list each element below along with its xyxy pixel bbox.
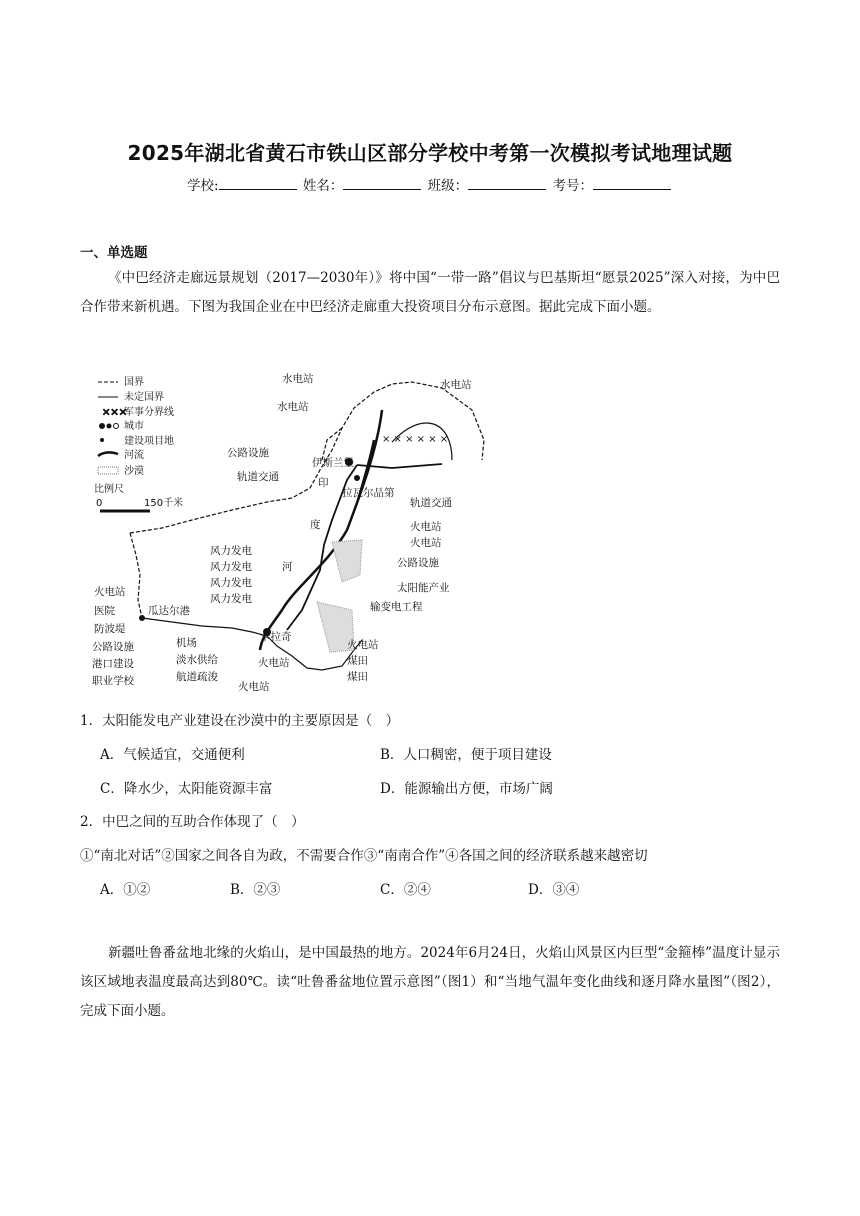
legend-item: 沙漠 (124, 466, 144, 477)
name-label: 姓名： (302, 178, 344, 194)
map-label: 卡拉奇 (260, 631, 292, 643)
map-label: 火电站 (94, 586, 126, 598)
student-info-line (0, 174, 860, 194)
map-label: 轨道交通 (410, 497, 452, 509)
map-label: 防波堤 (94, 623, 126, 635)
map-label: 职业学校 (92, 675, 134, 687)
map-label: 火电站 (238, 681, 270, 693)
q1-option-b[interactable]: B．人口稠密，便于项目建设 (380, 747, 552, 763)
legend-item: 建设项目地 (124, 436, 174, 447)
map-label: 火电站 (410, 537, 442, 549)
military-line (382, 434, 448, 445)
legend-item: 军事分界线 (124, 407, 174, 418)
number-label: 考号： (552, 178, 593, 194)
map-label: 度 (310, 519, 321, 531)
q1-option-a[interactable]: A．气候适宜，交通便利 (100, 747, 245, 763)
map-label: 公路设施 (397, 557, 439, 569)
q2-option-b[interactable]: B．②③ (230, 882, 281, 898)
map-label: 拉瓦尔品第 (342, 487, 395, 499)
map-label: 风力发电 (210, 577, 252, 589)
map-label: 火电站 (410, 521, 442, 533)
legend-item: 未定国界 (124, 392, 164, 403)
q1-option-c[interactable]: C．降水少，太阳能资源丰富 (100, 781, 273, 797)
map-legend (94, 376, 183, 511)
class-label: 班级： (427, 178, 469, 194)
map-label: 港口建设 (92, 658, 134, 670)
section-heading: 一、单选题 (80, 245, 148, 261)
map-label: 伊斯兰堡 (312, 457, 354, 469)
map-label: 轨道交通 (237, 471, 279, 483)
map-label: 机场 (176, 637, 197, 649)
map-label: 太阳能产业 (397, 582, 450, 594)
q1-stem: 1．太阳能发电产业建设在沙漠中的主要原因是（ ） (80, 713, 400, 729)
map-label: 河 (282, 561, 293, 573)
name-blank[interactable] (343, 177, 421, 190)
map-label: 火电站 (347, 639, 379, 651)
class-blank[interactable] (468, 177, 546, 190)
svg-text:× × × × × ×: × × × × × × (382, 434, 449, 445)
legend-item: 河流 (124, 450, 144, 461)
map-label: 风力发电 (210, 593, 252, 605)
svg-text:×××: ××× (102, 407, 128, 418)
q2-stem: 2．中巴之间的互助合作体现了（ ） (80, 814, 305, 830)
map-labels (92, 372, 472, 693)
cpec-map (92, 370, 492, 700)
map-label: 风力发电 (210, 545, 252, 557)
passage-1: 《中巴经济走廊远景规划（2017—2030年）》将中国“一带一路”倡议与巴基斯坦“愿景2025”深入对接，为中巴合作带来新机遇。下图为我国企业在中巴经济走廊重大投资项目分布示意图。据此完成下面小题。 (80, 270, 780, 315)
map-label: 水电站 (440, 379, 472, 391)
map-label: 输变电工程 (370, 601, 423, 613)
map-label: 公路设施 (92, 641, 134, 653)
passage-2: 新疆吐鲁番盆地北缘的火焰山，是中国最热的地方。2024年6月24日，火焰山风景区内巨型“金箍棒”温度计显示该区域地表温度最高达到80℃。读“吐鲁番盆地位置示意图”（图1）和“当地气温年变化曲线和逐月降水量图”（图2），完成下面小题。 (80, 945, 780, 1019)
q2-option-d[interactable]: D．③④ (528, 882, 580, 898)
map-label: 印 (318, 477, 329, 489)
q2-statements: ①“南北对话”②国家之间各自为政，不需要合作③“南南合作”④各国之间的经济联系越来越密切 (80, 848, 648, 864)
map-label: 煤田 (347, 655, 368, 667)
legend-item: 国界 (124, 377, 144, 388)
map-label: 淡水供给 (176, 654, 218, 666)
school-blank[interactable] (219, 177, 297, 190)
map-label: 风力发电 (210, 561, 252, 573)
map-label: 火电站 (258, 657, 290, 669)
map-label: 水电站 (277, 401, 309, 413)
scale-label: 比例尺 (94, 484, 124, 495)
number-blank[interactable] (593, 177, 671, 190)
scale-end: 150千米 (144, 498, 184, 509)
school-label: 学校: (187, 178, 219, 194)
map-label: 医院 (94, 605, 115, 617)
page-title: 2025年湖北省黄石市铁山区部分学校中考第一次模拟考试地理试题 (127, 141, 733, 165)
scale-start: 0 (96, 498, 103, 509)
desert-area (317, 540, 362, 652)
q2-option-c[interactable]: C．②④ (380, 882, 431, 898)
map-coastline (142, 423, 452, 670)
map-label: 航道疏浚 (176, 671, 218, 683)
legend-item: 城市 (124, 421, 144, 432)
map-label: 公路设施 (227, 447, 269, 459)
map-label: 瓜达尔港 (148, 605, 190, 617)
map-label: 水电站 (282, 373, 314, 385)
q1-option-d[interactable]: D．能源输出方便，市场广阔 (380, 781, 553, 797)
map-label: 煤田 (347, 671, 368, 683)
q2-option-a[interactable]: A．①② (100, 882, 151, 898)
